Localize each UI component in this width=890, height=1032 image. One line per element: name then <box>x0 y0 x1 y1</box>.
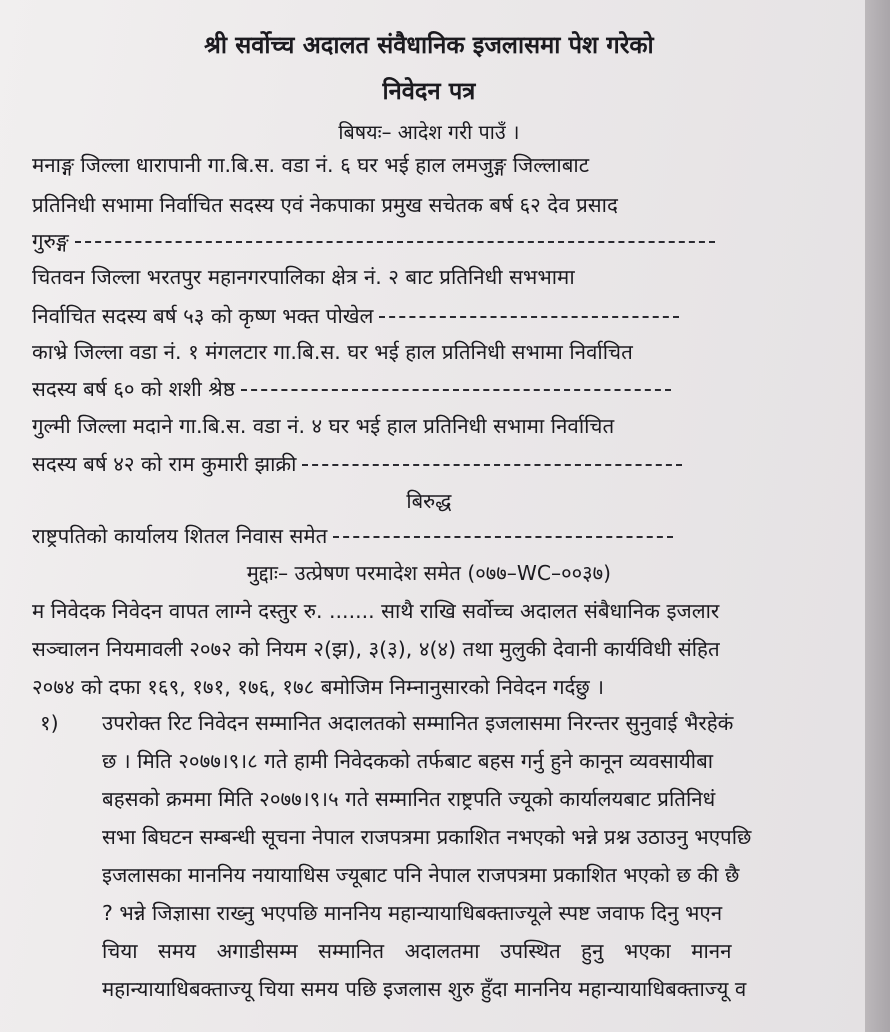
petitioner-name: सदस्य बर्ष ६० को शशी श्रेष्ठ <box>32 377 235 401</box>
filler-dashes <box>333 536 673 538</box>
point-line: ? भन्ने जिज्ञासा राख्नु भएपछि माननिय महान्यायाधिबक्ताज्यूले स्पष्ट जवाफ दिनु भएन <box>102 901 723 925</box>
petitioner-line: प्रतिनिधी सभामा निर्वाचित सदस्य एवं नेकपाका प्रमुख सचेतक बर्ष ६२ देव प्रसाद <box>32 193 618 217</box>
versus-heading: बिरुद्ध <box>406 489 452 513</box>
case-title: मुद्दाः– उत्प्रेषण परमादेश समेत (०७७–WC–००३७) <box>246 561 612 585</box>
point-line: उपरोक्त रिट निवेदन सम्मानित अदालतको सम्मानित इजलासमा निरन्तर सुनुवाई भैरहेकं <box>102 711 734 735</box>
point-line: महान्यायाधिबक्ताज्यू चिया समय पछि इजलास शुरु हुँदा माननिय महान्यायाधिबक्ताज्यू व <box>102 977 747 1001</box>
document-subtitle: निवेदन पत्र <box>382 77 476 105</box>
filler-dashes <box>302 464 682 466</box>
petitioner-name: गुरुङ्ग <box>32 229 69 253</box>
document-title: श्री सर्वोच्च अदालत संवैधानिक इजलासमा पेश गरेको <box>204 31 654 59</box>
point-number: १) <box>40 711 59 735</box>
petitioner-line: मनाङ्ग जिल्ला धारापानी गा.बि.स. वडा नं. ६ घर भई हाल लमजुङ्ग जिल्लाबाट <box>32 153 590 177</box>
intro-line: २०७४ को दफा १६९, १७१, १७६, १७८ बमोजिम निम्नानुसारको निवेदन गर्दछु । <box>32 675 605 699</box>
petitioner-line <box>32 305 679 328</box>
point-line: सभा बिघटन सम्बन्धी सूचना नेपाल राजपत्रमा प्रकाशित नभएको भन्ने प्रश्न उठाउनु भएपछि <box>102 825 752 849</box>
petitioner-line <box>32 453 682 476</box>
point-line: चिया समय अगाडीसम्म सम्मानित अदालतमा उपस्थित हुनु भएका मानन <box>102 939 732 963</box>
petitioner-line: काभ्रे जिल्ला वडा नं. १ मंगलटार गा.बि.स. घर भई हाल प्रतिनिधी सभामा निर्वाचित <box>32 340 633 364</box>
petitioner-line <box>32 230 715 253</box>
point-line: छ । मिति २०७७।९।८ गते हामी निवेदकको तर्फबाट बहस गर्नु हुने कानून व्यवसायीबा <box>102 749 714 773</box>
subject-line: बिषयः– आदेश गरी पाउँ । <box>338 120 520 144</box>
petitioner-line <box>32 378 671 401</box>
respondent-name: राष्ट्रपतिको कार्यालय शितल निवास समेत <box>32 524 328 548</box>
petitioner-line: गुल्मी जिल्ला मदाने गा.बि.स. वडा नं. ४ घर भई हाल प्रतिनिधी सभामा निर्वाचित <box>32 414 615 438</box>
point-line: बहसको क्रममा मिति २०७७।९।५ गते सम्मानित राष्ट्रपति ज्यूको कार्यालयबाट प्रतिनिधं <box>102 787 716 811</box>
petitioner-name: सदस्य बर्ष ४२ को राम कुमारी झाक्री <box>32 452 297 476</box>
petitioner-line: चितवन जिल्ला भरतपुर महानगरपालिका क्षेत्र नं. २ बाट प्रतिनिधी सभभामा <box>32 265 575 289</box>
filler-dashes <box>75 241 715 243</box>
filler-dashes <box>379 316 679 318</box>
respondent-line <box>32 525 673 548</box>
intro-line: सञ्चालन नियमावली २०७२ को नियम २(झ), ३(३), ४(४) तथा मुलुकी देवानी कार्यविधी संहित <box>32 637 720 661</box>
filler-dashes <box>241 389 671 391</box>
page-edge-shadow <box>865 0 890 1032</box>
intro-line: म निवेदक निवेदन वापत लाग्ने दस्तुर रु. ....... साथै राखि सर्वोच्च अदालत संबैधानिक इजलार <box>32 599 720 623</box>
point-line: इजलासका माननिय नयायाधिस ज्यूबाट पनि नेपाल राजपत्रमा प्रकाशित भएको छ की छै <box>102 863 740 887</box>
petitioner-name: निर्वाचित सदस्य बर्ष ५३ को कृष्ण भक्त पोखेल <box>32 304 374 328</box>
